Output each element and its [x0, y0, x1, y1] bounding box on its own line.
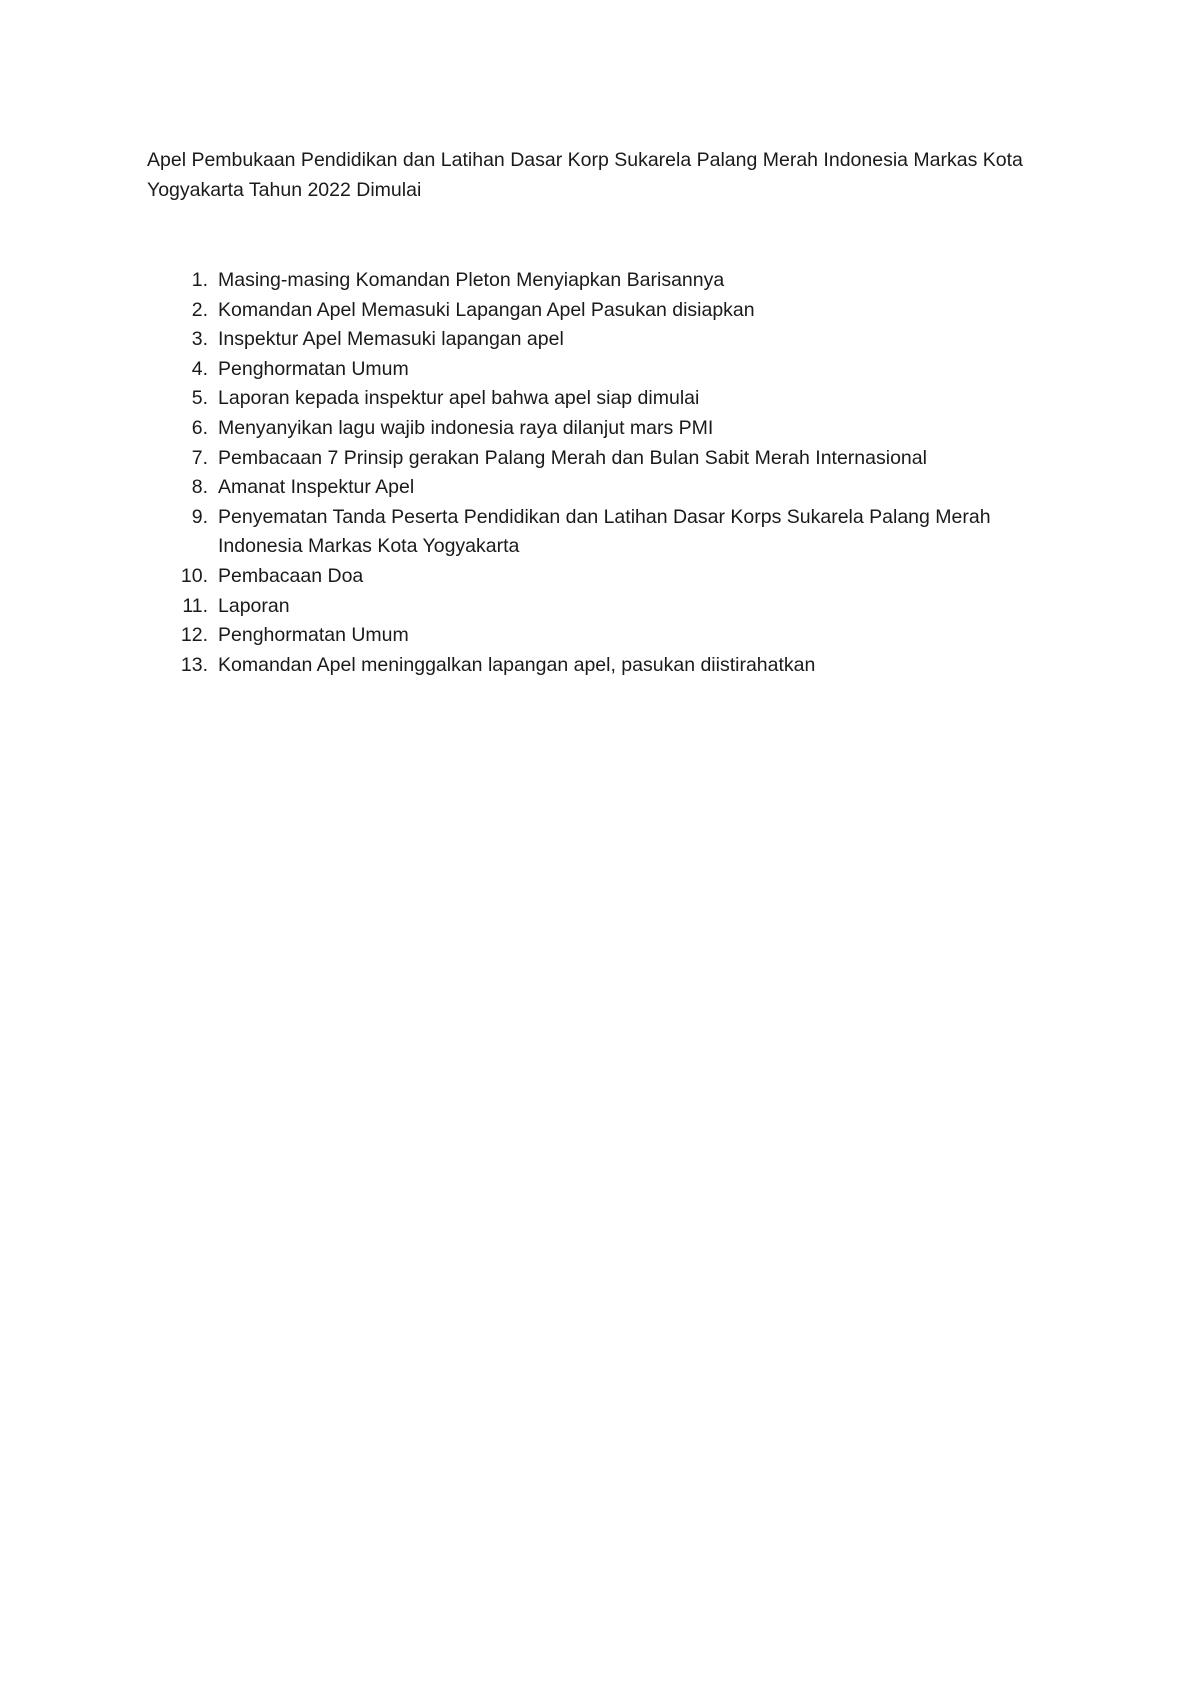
list-item	[147, 592, 1067, 622]
list-item-number: 6.	[191, 416, 208, 439]
list-item-text: Amanat Inspektur Apel	[218, 476, 415, 499]
list-item-number: 12.	[180, 624, 208, 647]
list-item-text: Menyanyikan lagu wajib indonesia raya dilanjut mars PMI	[218, 416, 714, 439]
list-item	[147, 651, 1067, 681]
list-item-text: Inspektur Apel Memasuki lapangan apel	[218, 328, 564, 351]
document-title: Apel Pembukaan Pendidikan dan Latihan Dasar Korp Sukarela Palang Merah Indonesia Markas Kota Yogyakarta Tahun 2022 Dimulai	[147, 149, 1023, 201]
list-item	[147, 355, 1067, 385]
list-item-text: Laporan	[218, 594, 290, 617]
list-item-text: Penyematan Tanda Peserta Pendidikan dan Latihan Dasar Korps Sukarela Palang Merah Indonesia Markas Kota Yogyakarta	[218, 505, 991, 558]
list-item-number: 11.	[182, 594, 208, 617]
list-item	[147, 444, 1067, 474]
list-item-number: 2.	[191, 298, 208, 321]
list-item	[147, 296, 1067, 326]
list-item	[147, 473, 1067, 503]
list-item-text: Penghormatan Umum	[218, 357, 409, 380]
list-item-number: 9.	[191, 505, 208, 528]
list-item-text: Penghormatan Umum	[218, 624, 409, 647]
list-item-number: 1.	[191, 269, 208, 291]
list-item-number: 4.	[191, 357, 208, 380]
list-item-text: Pembacaan Doa	[218, 564, 364, 587]
list-item-text: Pembacaan 7 Prinsip gerakan Palang Merah dan Bulan Sabit Merah Internasional	[218, 446, 927, 469]
list-item-number: 5.	[191, 387, 208, 410]
list-item-text: Masing-masing Komandan Pleton Menyiapkan Barisannya	[218, 269, 725, 291]
list-item-number: 8.	[191, 476, 208, 499]
list-item	[147, 621, 1067, 651]
list-item-text: Komandan Apel meninggalkan lapangan apel, pasukan diistirahatkan	[218, 653, 816, 676]
list-item	[147, 266, 1067, 296]
steps-list	[147, 266, 1067, 680]
list-item	[147, 414, 1067, 444]
list-item	[147, 384, 1067, 414]
list-item-number: 7.	[191, 446, 208, 469]
list-item-number: 13.	[180, 653, 208, 676]
list-item	[147, 325, 1067, 355]
list-item	[147, 503, 1067, 562]
list-item-text: Komandan Apel Memasuki Lapangan Apel Pasukan disiapkan	[218, 298, 755, 321]
list-item-number: 3.	[191, 328, 208, 351]
list-item	[147, 562, 1067, 592]
list-item-text: Laporan kepada inspektur apel bahwa apel siap dimulai	[218, 387, 700, 410]
list-item-number: 10.	[180, 564, 208, 587]
